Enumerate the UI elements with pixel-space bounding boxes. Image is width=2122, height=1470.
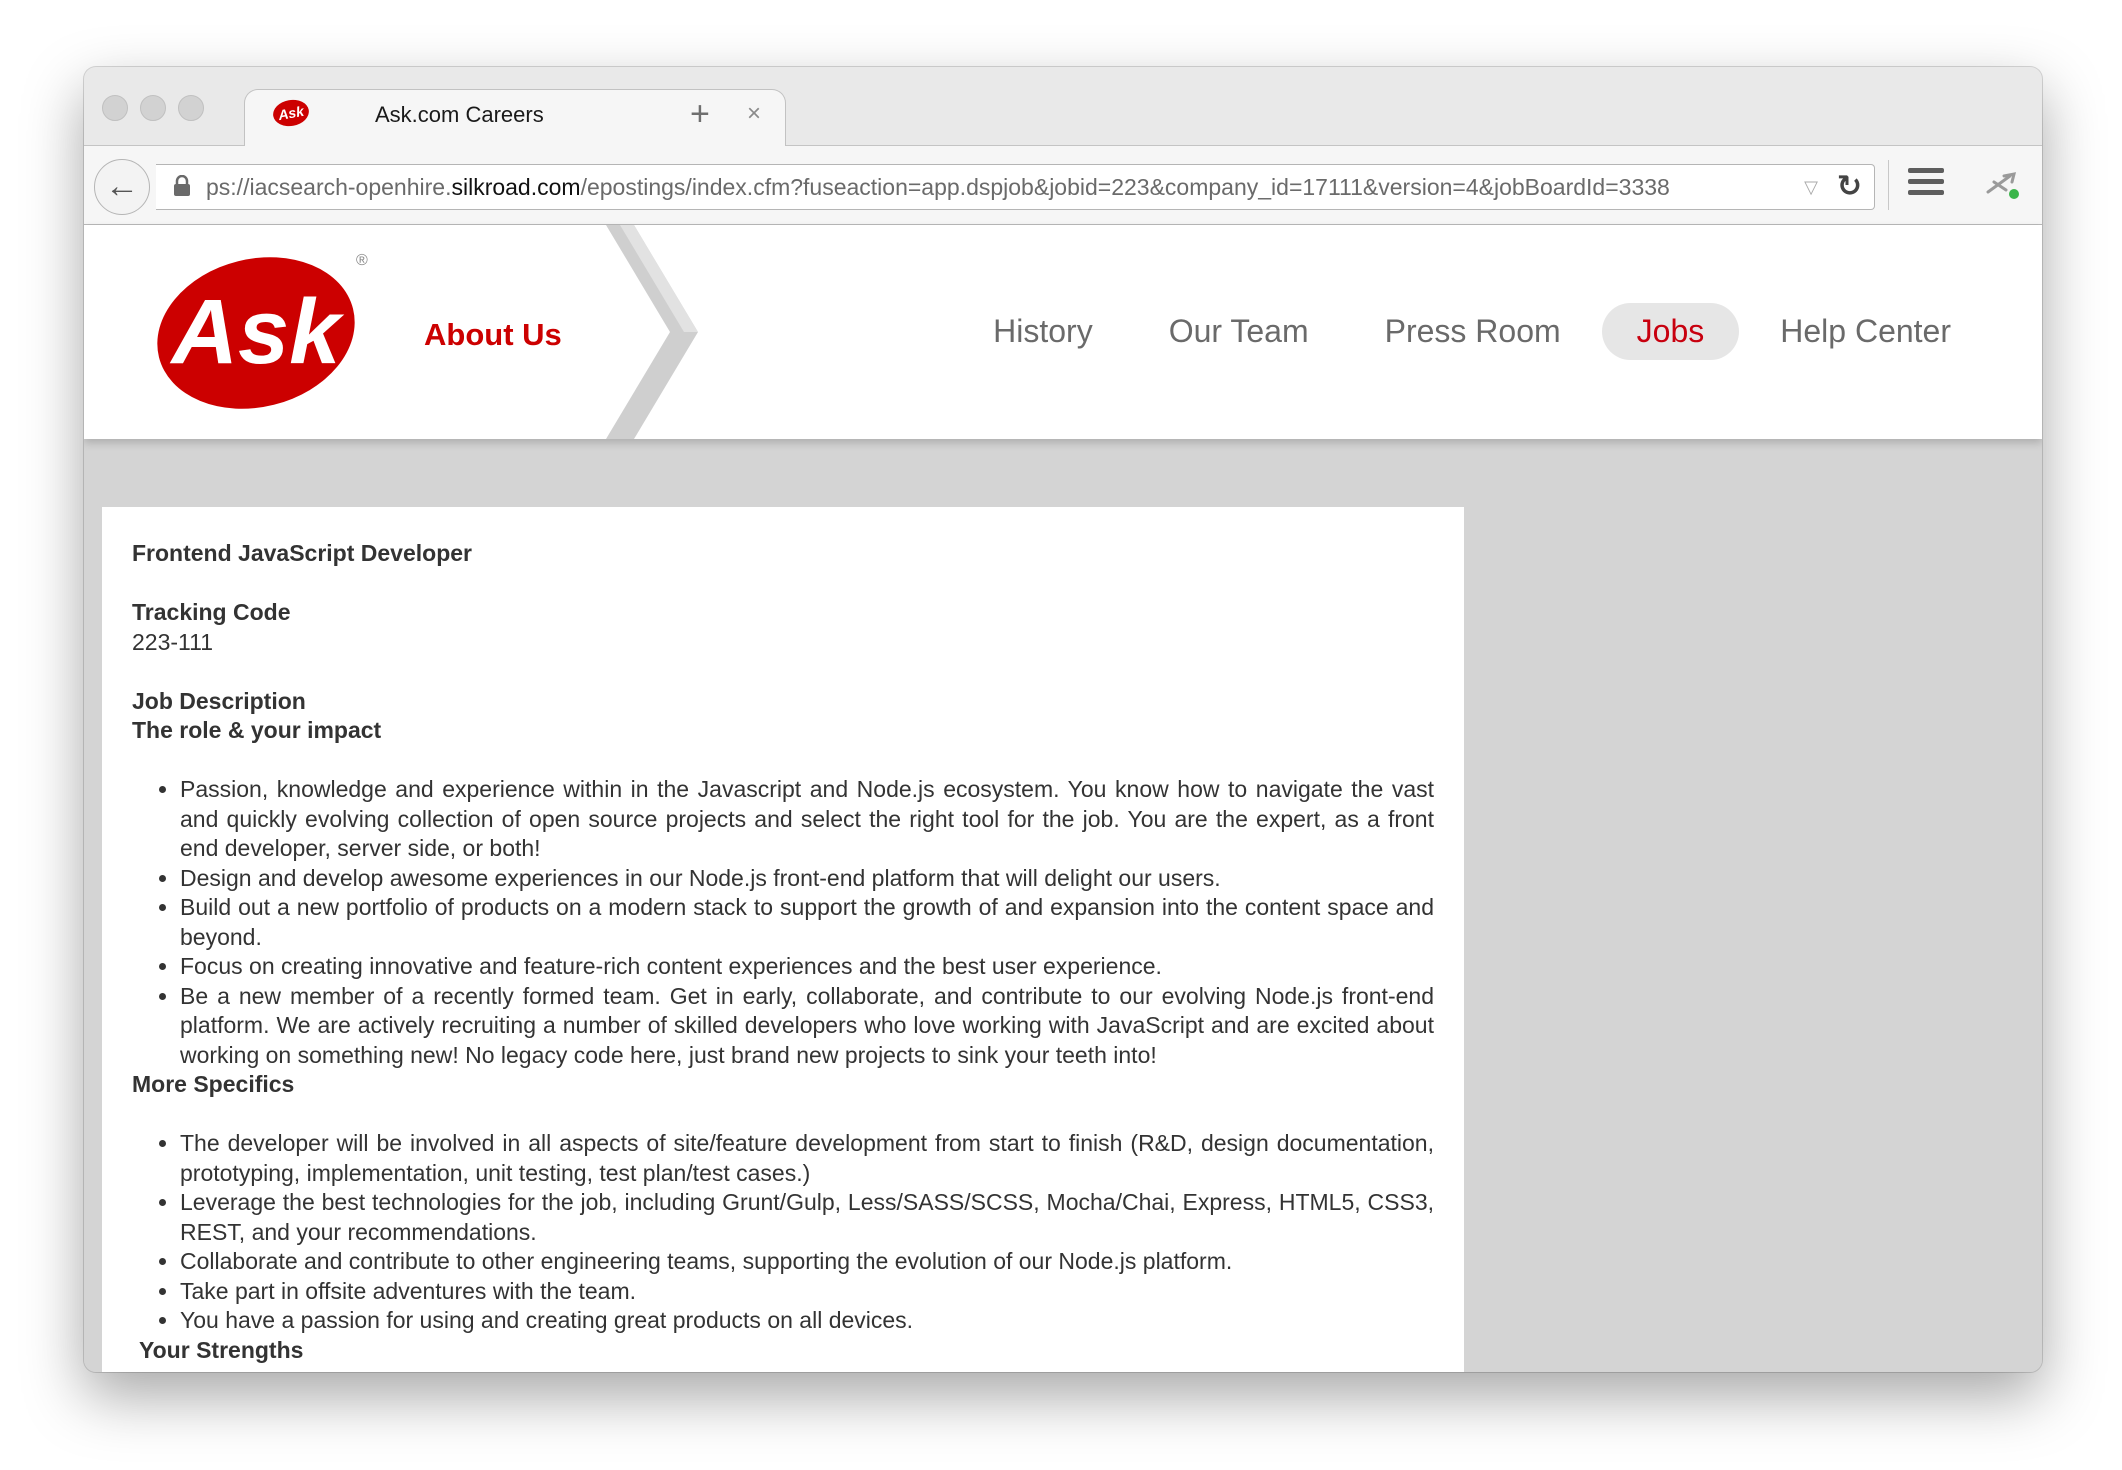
list-item: • Passion, knowledge and experience within in the Javascript and Node.js ecosystem. You know how to navigate the vast and quickly evolving collection of open source projects and select the right tool for the job. You are the expert, as a front end developer, server side, or both!	[180, 775, 1434, 864]
list-item: • Take part in offsite adventures with the team.	[180, 1277, 1434, 1307]
list-item: • Build out a new portfolio of products on a modern stack to support the growth of and expansion into the content space and beyond.	[180, 893, 1434, 952]
role-heading: The role & your impact	[132, 717, 382, 743]
browser-window	[84, 67, 2042, 1372]
zoom-window-button[interactable]	[178, 95, 204, 121]
job-description-label: Job Description	[132, 687, 306, 714]
hamburger-menu-icon[interactable]	[1908, 168, 1944, 202]
list-item: • Design and develop awesome experiences in our Node.js front-end platform that will delight our users.	[180, 864, 1434, 894]
tracking-code-label: Tracking Code	[132, 599, 291, 625]
toolbar-divider	[1888, 160, 1889, 210]
new-tab-button[interactable]: +	[690, 95, 710, 133]
minimize-window-button[interactable]	[140, 95, 166, 121]
specifics-list	[132, 1129, 1434, 1336]
job-title: Frontend JavaScript Developer	[132, 540, 472, 566]
nav-item-jobs[interactable]: Jobs	[1602, 303, 1740, 360]
registered-mark: ®	[356, 252, 368, 269]
job-posting-content	[132, 539, 1434, 1365]
extension-icon[interactable]	[1984, 168, 2024, 204]
ask-logo[interactable]	[156, 243, 370, 413]
close-tab-icon[interactable]: ×	[746, 100, 761, 127]
list-item: • Collaborate and contribute to other engineering teams, supporting the evolution of our Node.js platform.	[180, 1247, 1434, 1277]
list-item: • The developer will be involved in all aspects of site/feature development from start to finish (R&D, design documentation, prototyping, implementation, unit testing, test plan/test cases.)	[180, 1129, 1434, 1188]
url-domain: silkroad.com	[451, 174, 581, 200]
site-header	[84, 225, 2042, 439]
nav-item-help-center[interactable]: Help Center	[1780, 313, 1951, 349]
nav-item-our-team[interactable]: Our Team	[1168, 313, 1309, 349]
ask-favicon-icon: Ask	[271, 97, 311, 129]
about-us-title[interactable]: About Us	[424, 317, 562, 352]
tab-strip	[84, 67, 2042, 146]
role-list	[132, 775, 1434, 1070]
main-nav	[952, 303, 1986, 360]
back-button[interactable]: ←	[94, 159, 150, 215]
close-window-button[interactable]	[102, 95, 128, 121]
more-specifics-heading: More Specifics	[132, 1071, 295, 1097]
list-item: • Leverage the best technologies for the job, including Grunt/Gulp, Less/SASS/SCSS, Mocha/Chai, Express, HTML5, CSS3, REST, and your recommendations.	[180, 1188, 1434, 1247]
list-item: • Be a new member of a recently formed team. Get in early, collaborate, and contribute to our evolving Node.js front-end platform. We are actively recruiting a number of skilled developers who love working with JavaScript and are excited about working on something new! No legacy code here, just brand new projects to sink your teeth into!	[180, 982, 1434, 1071]
url-prefix: ps://iacsearch-openhire.	[206, 174, 452, 200]
your-strengths-heading: Your Strengths	[139, 1336, 304, 1363]
url-bar[interactable]	[156, 164, 1875, 210]
list-item: • You have a passion for using and creating great products on all devices.	[180, 1306, 1434, 1336]
lock-icon	[172, 175, 192, 197]
web-page	[84, 225, 2042, 1372]
tab-title: Ask.com Careers	[375, 102, 544, 127]
list-item: • Focus on creating innovative and feature-rich content experiences and the best user experience.	[180, 952, 1434, 982]
job-posting-panel	[102, 507, 1464, 1372]
url-path: /epostings/index.cfm?fuseaction=app.dspjob&jobid=223&company_id=17111&version=4&jobBoardId=3338	[580, 174, 1670, 200]
chevron-divider-icon	[606, 225, 706, 439]
url-text[interactable]	[206, 174, 1670, 201]
navigation-toolbar	[84, 146, 2042, 225]
tracking-code-value: 223-111	[132, 628, 213, 655]
url-dropdown-icon[interactable]: ▽	[1804, 177, 1818, 197]
nav-item-press-room[interactable]: Press Room	[1384, 313, 1561, 349]
nav-item-history[interactable]: History	[993, 313, 1093, 349]
logo-text: Ask	[171, 281, 341, 383]
reload-icon[interactable]: ↻	[1836, 170, 1862, 203]
